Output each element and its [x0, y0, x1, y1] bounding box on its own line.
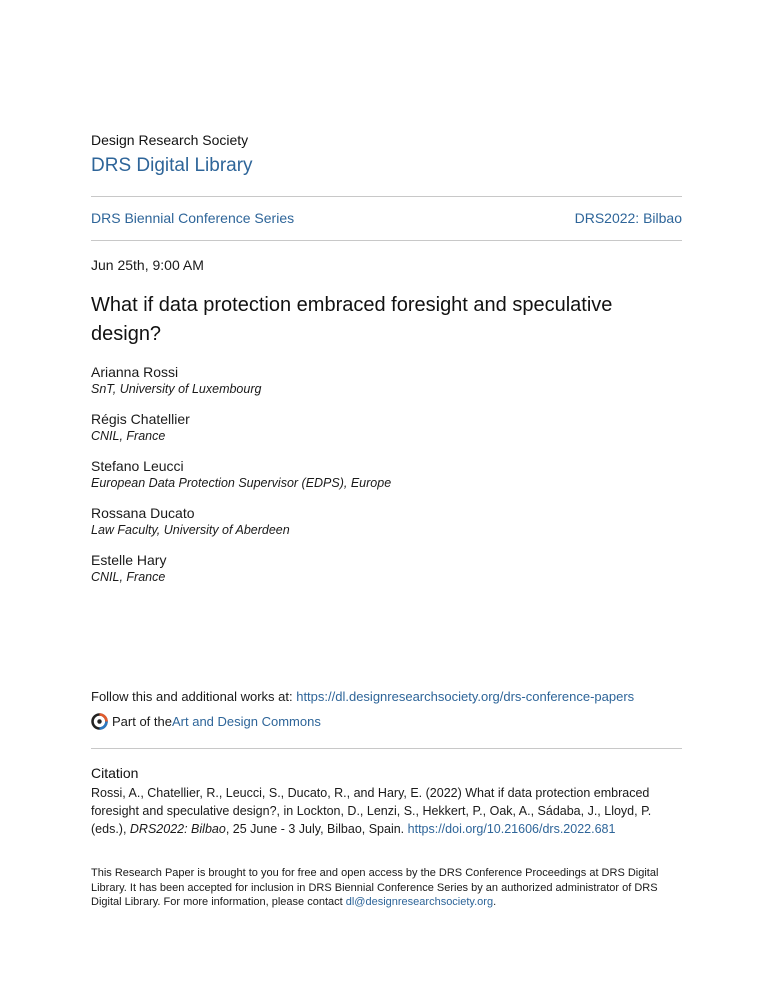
access-note-text: This Research Paper is brought to you for free and open access by the DRS Conference Proceedings at DRS Digital Library. It has been accepted for inclusion in DRS Biennial Conference Series by an authorized administrator of DRS Digital Library. For more information, please contact	[91, 867, 659, 908]
author-affiliation: SnT, University of Luxembourg	[91, 382, 262, 396]
author-affiliation: European Data Protection Supervisor (EDPS), Europe	[91, 476, 392, 490]
author-entry	[91, 551, 682, 598]
access-note-end: .	[493, 896, 497, 908]
part-of-line	[91, 713, 321, 730]
series-divider	[91, 240, 682, 241]
series-row	[91, 210, 682, 226]
author-affiliation: Law Faculty, University of Aberdeen	[91, 523, 290, 537]
library-link[interactable]: DRS Digital Library	[91, 155, 253, 176]
author-affiliation: CNIL, France	[91, 570, 166, 584]
citation-heading: Citation	[91, 765, 139, 781]
citation-part1: Rossi, A., Chatellier, R., Leucci, S., Ducato, R., and Hary, E. (2022) What if data protection embraced foresight and speculative design?, in Lockton, D., Lenzi, S., Hekkert, P., Oak, A., Sádaba, J., Lloyd, P. (eds.),	[91, 786, 652, 836]
doi-link[interactable]: https://doi.org/10.21606/drs.2022.681	[407, 822, 616, 836]
author-entry	[91, 457, 682, 504]
commons-network-icon	[91, 713, 108, 730]
follow-url-link[interactable]: https://dl.designresearchsociety.org/drs-conference-papers	[296, 689, 635, 704]
author-name: Régis Chatellier	[91, 411, 190, 427]
citation-divider	[91, 748, 682, 749]
conference-series-link[interactable]: DRS Biennial Conference Series	[91, 210, 295, 226]
author-entry	[91, 363, 682, 410]
author-name: Stefano Leucci	[91, 458, 184, 474]
access-note	[91, 866, 682, 910]
author-affiliation: CNIL, France	[91, 429, 166, 443]
citation-part2: , 25 June - 3 July, Bilbao, Spain.	[225, 822, 408, 836]
author-list	[91, 363, 682, 598]
citation-proceedings: DRS2022: Bilbao	[129, 822, 226, 836]
part-of-prefix: Part of the	[112, 714, 172, 729]
author-name: Arianna Rossi	[91, 364, 179, 380]
author-entry	[91, 410, 682, 457]
session-date: Jun 25th, 9:00 AM	[91, 257, 204, 273]
follow-prefix: Follow this and additional works at:	[91, 689, 297, 704]
citation-text	[91, 784, 682, 838]
follow-line	[91, 689, 634, 704]
society-name: Design Research Society	[91, 132, 249, 148]
conference-edition-link[interactable]: DRS2022: Bilbao	[574, 210, 682, 226]
author-name: Rossana Ducato	[91, 505, 195, 521]
author-name: Estelle Hary	[91, 552, 167, 568]
contact-email-link[interactable]: dl@designresearchsociety.org	[345, 896, 494, 908]
top-divider	[91, 196, 682, 197]
paper-title: What if data protection embraced foresight and speculative design?	[91, 294, 613, 345]
author-entry	[91, 504, 682, 551]
commons-link[interactable]: Art and Design Commons	[171, 714, 321, 729]
